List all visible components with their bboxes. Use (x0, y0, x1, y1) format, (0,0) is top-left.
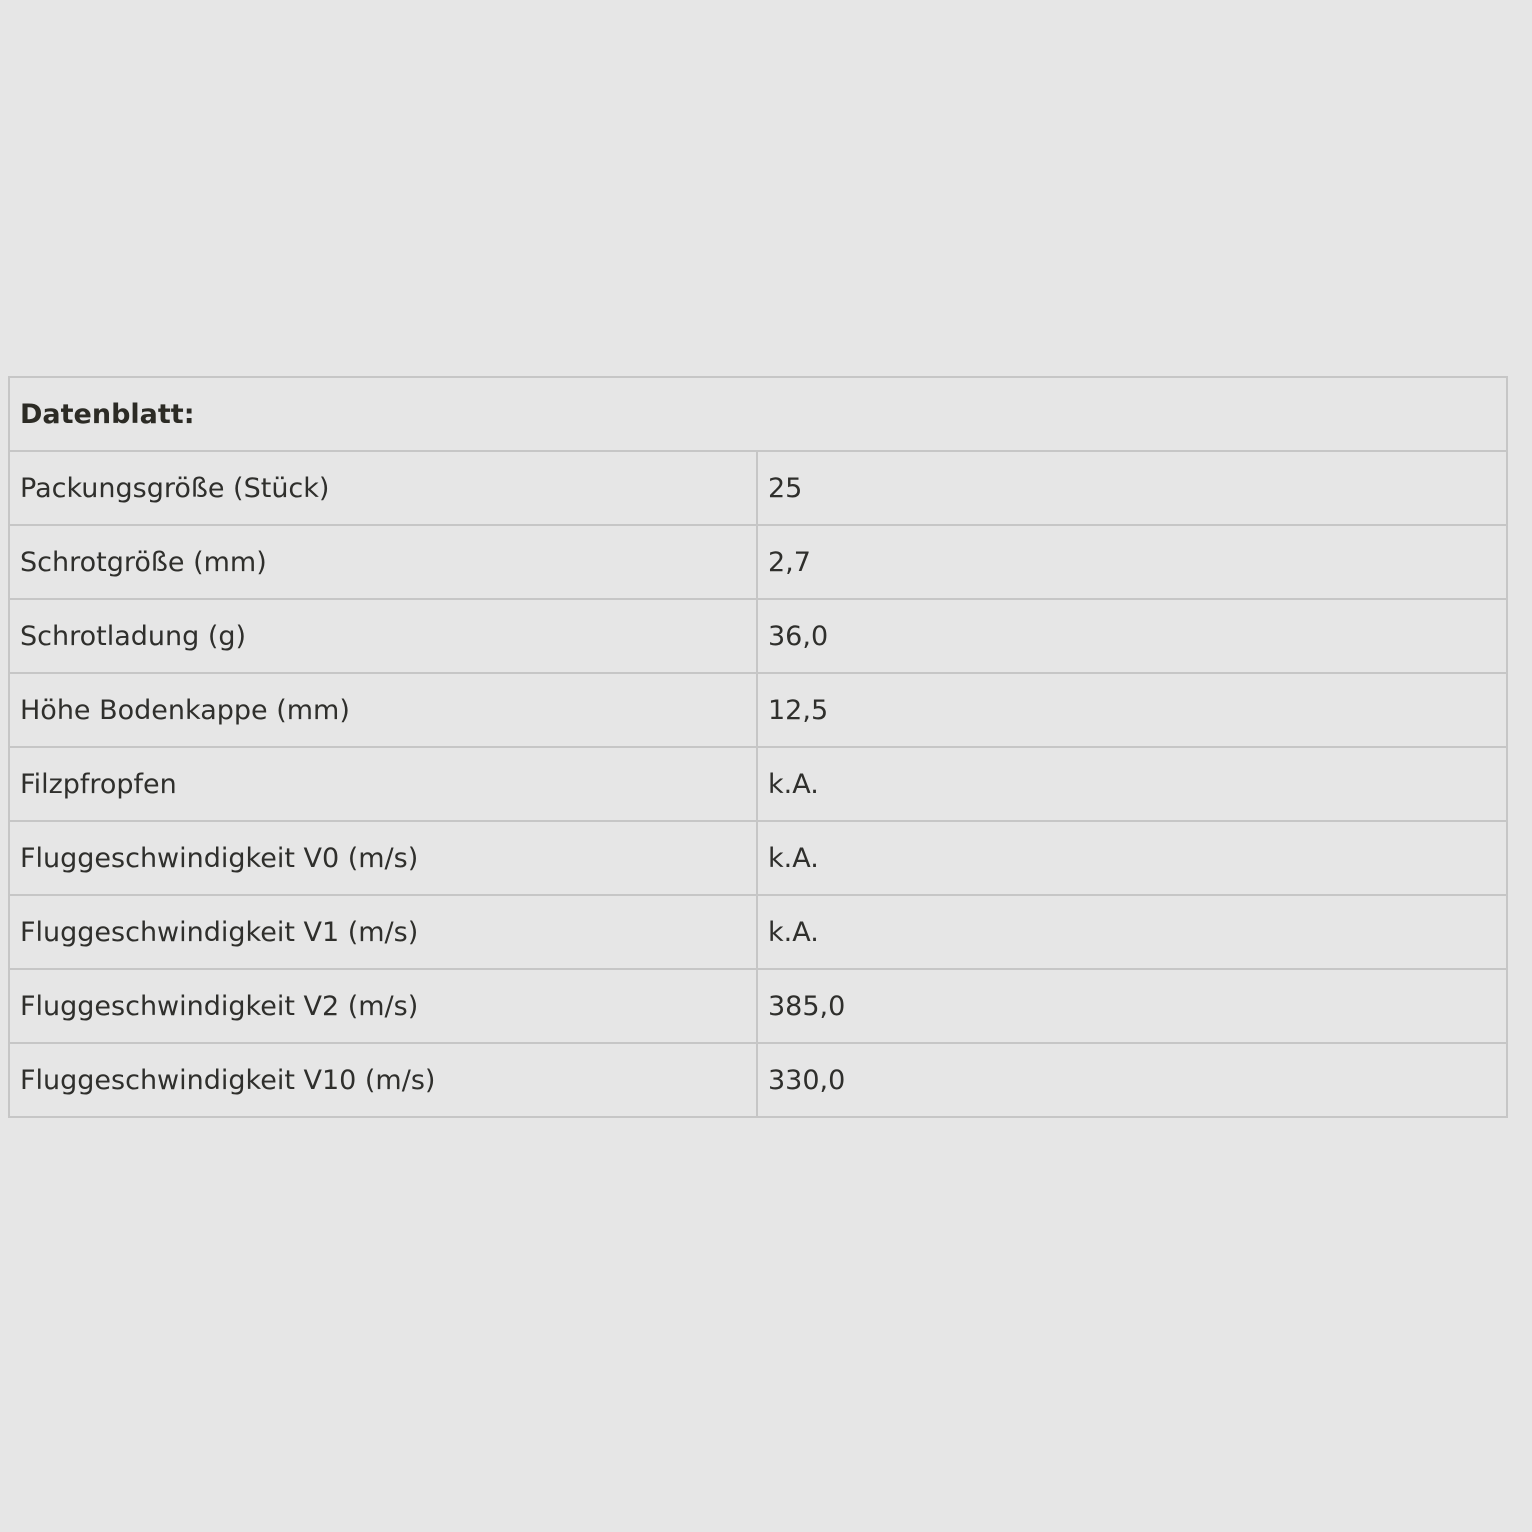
datasheet-title: Datenblatt: (9, 377, 1507, 451)
row-value: 36,0 (757, 599, 1507, 673)
row-value: k.A. (757, 747, 1507, 821)
table-row (9, 525, 1507, 599)
row-label: Schrotladung (g) (9, 599, 757, 673)
row-label: Fluggeschwindigkeit V1 (m/s) (9, 895, 757, 969)
row-value: 385,0 (757, 969, 1507, 1043)
row-value: k.A. (757, 821, 1507, 895)
row-label: Fluggeschwindigkeit V2 (m/s) (9, 969, 757, 1043)
row-value: k.A. (757, 895, 1507, 969)
table-row (9, 599, 1507, 673)
row-label: Packungsgröße (Stück) (9, 451, 757, 525)
row-label: Fluggeschwindigkeit V0 (m/s) (9, 821, 757, 895)
row-value: 12,5 (757, 673, 1507, 747)
table-row (9, 821, 1507, 895)
row-value: 2,7 (757, 525, 1507, 599)
table-row (9, 969, 1507, 1043)
table-row (9, 673, 1507, 747)
row-label: Schrotgröße (mm) (9, 525, 757, 599)
row-value: 25 (757, 451, 1507, 525)
table-row (9, 1043, 1507, 1117)
row-label: Fluggeschwindigkeit V10 (m/s) (9, 1043, 757, 1117)
table-header-row (9, 377, 1507, 451)
datasheet-table (8, 376, 1508, 1118)
row-label: Höhe Bodenkappe (mm) (9, 673, 757, 747)
table-row (9, 451, 1507, 525)
table-row (9, 895, 1507, 969)
table-row (9, 747, 1507, 821)
row-value: 330,0 (757, 1043, 1507, 1117)
row-label: Filzpfropfen (9, 747, 757, 821)
